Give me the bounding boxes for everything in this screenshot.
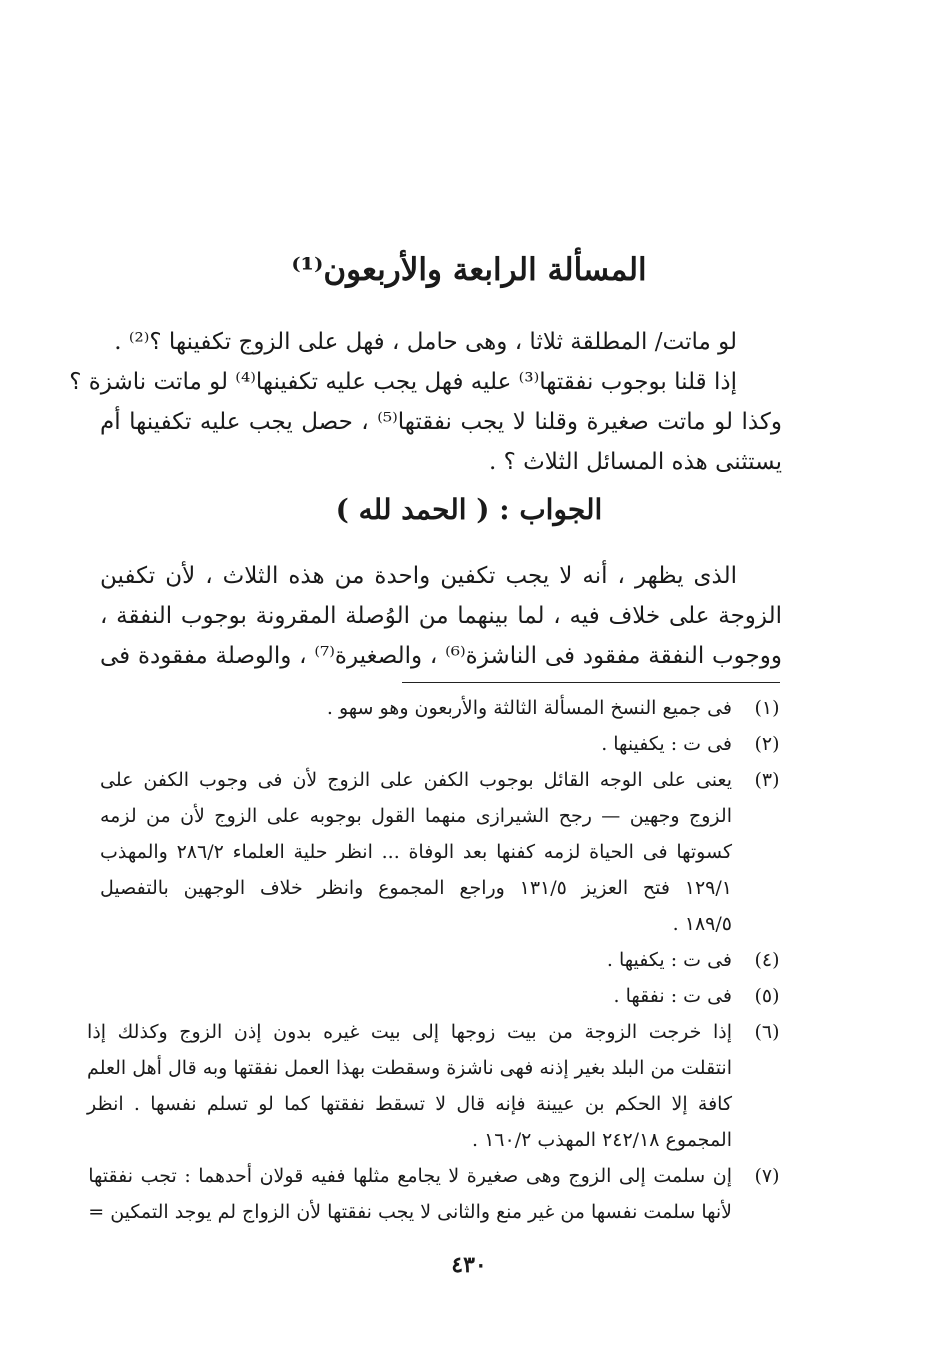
answer-line-1: الذى يظهر ، أنه لا يجب تكفين واحدة من هذه الثلاث ، لأن تكفين (100, 563, 737, 589)
footnotes (87, 690, 790, 1230)
footnote-number: (٥) (754, 985, 780, 1007)
footnote-line: إن سلمت إلى الزوج وهى صغيرة لا يجامع مثلها ففيه قولان أحدهما : تجب نفقتها (88, 1165, 732, 1187)
footnote-6 (87, 1014, 790, 1158)
footnote-line: فى جميع النسخ المسألة الثالثة والأربعون وهو سهو . (326, 697, 732, 719)
footnote-line: ١٨٩/٥ . (672, 913, 732, 935)
footnote-number: (٣) (754, 769, 780, 791)
footnote-number: (٤) (754, 949, 780, 971)
footnote-7 (88, 1158, 790, 1230)
footnote-number: (٧) (754, 1165, 780, 1187)
footnote-1 (100, 690, 790, 726)
footnote-divider (402, 682, 780, 683)
question-line-4: يستثنى هذه المسائل الثلاث ؟ . (489, 449, 782, 475)
footnote-line: فى ت : يكفيها . (606, 949, 732, 971)
footnote-line: يعنى على الوجه القائل بوجوب الكفن على الزوج لأن فى وجوب الكفن على (100, 769, 732, 791)
footnote-number: (٦) (754, 1021, 780, 1043)
footnote-line: كافة إلا الحكم بن عيينة فإنه قال لا تسقط نفقتها كما لو تسلم نفسها . انظر (87, 1093, 732, 1115)
answer-line-3: ووجوب النفقة مفقود فى الناشزة⁽⁶⁾ ، والصغيرة⁽⁷⁾ ، والوصلة مفقودة فى (100, 643, 782, 669)
section-title: المسألة الرابعة والأربعون⁽¹⁾ (291, 252, 647, 288)
footnote-line: كسوتها فى الحياة لزمه كفنها بعد الوفاة ... انظر حلية العلماء ٢٨٦/٢ والمهذب (100, 841, 732, 863)
answer-heading: الجواب : ( الحمد لله ) (335, 493, 603, 526)
footnote-line: ١٢٩/١ فتح العزيز ١٣١/٥ وراجع المجموع وانظر خلاف الوجهين بالتفصيل (100, 877, 732, 899)
footnote-line: لأنها سلمت نفسها من غير منع والثانى لا يجب نفقتها لأن الزواج لم يوجد التمكين = (88, 1201, 732, 1223)
page-number: ٤٣٠ (451, 1252, 487, 1278)
footnote-number: (١) (754, 697, 780, 719)
question-block (69, 322, 782, 482)
footnote-5 (100, 978, 790, 1014)
footnote-line: فى ت : يكفينها . (601, 733, 732, 755)
answer-line-2: الزوجة على خلاف فيه ، لما بينهما من الوُصلة المقرونة بوجوب النفقة ، (100, 603, 782, 629)
footnote-line: المجموع ٢٤٢/١٨ المهذب ١٦٠/٢ . (471, 1129, 732, 1151)
footnote-3 (100, 762, 790, 942)
footnote-2 (100, 726, 790, 762)
footnote-number: (٢) (754, 733, 780, 755)
question-line-3: وكذا لو ماتت صغيرة وقلنا لا يجب نفقتها⁽⁵⁾ ، حصل يجب عليه تكفينها أم (100, 409, 782, 435)
footnote-line: إذا خرجت الزوجة من بيت زوجها إلى بيت غيره بدون إذن الزوج وكذلك إذا (87, 1021, 732, 1043)
footnote-line: فى ت : نفقها . (613, 985, 732, 1007)
question-line-1: لو ماتت/ المطلقة ثلاثا ، وهى حامل ، فهل على الزوج تكفينها ؟⁽²⁾ . (114, 329, 737, 355)
footnote-line: انتقلت من البلد بغير إذنه فهى ناشزة وسقطت بهذا العمل نفقتها وبه قال أهل العلم (87, 1057, 732, 1079)
footnote-4 (100, 942, 790, 978)
answer-block (100, 556, 782, 676)
footnote-line: الزوج وجهين — رجح الشيرازى منهما القول بوجوبه على الزوج لأن من لزمه (100, 805, 732, 827)
question-line-2: إذا قلنا بوجوب نفقتها⁽³⁾ عليه فهل يجب عليه تكفينها⁽⁴⁾ لو ماتت ناشزة ؟ (69, 369, 737, 395)
